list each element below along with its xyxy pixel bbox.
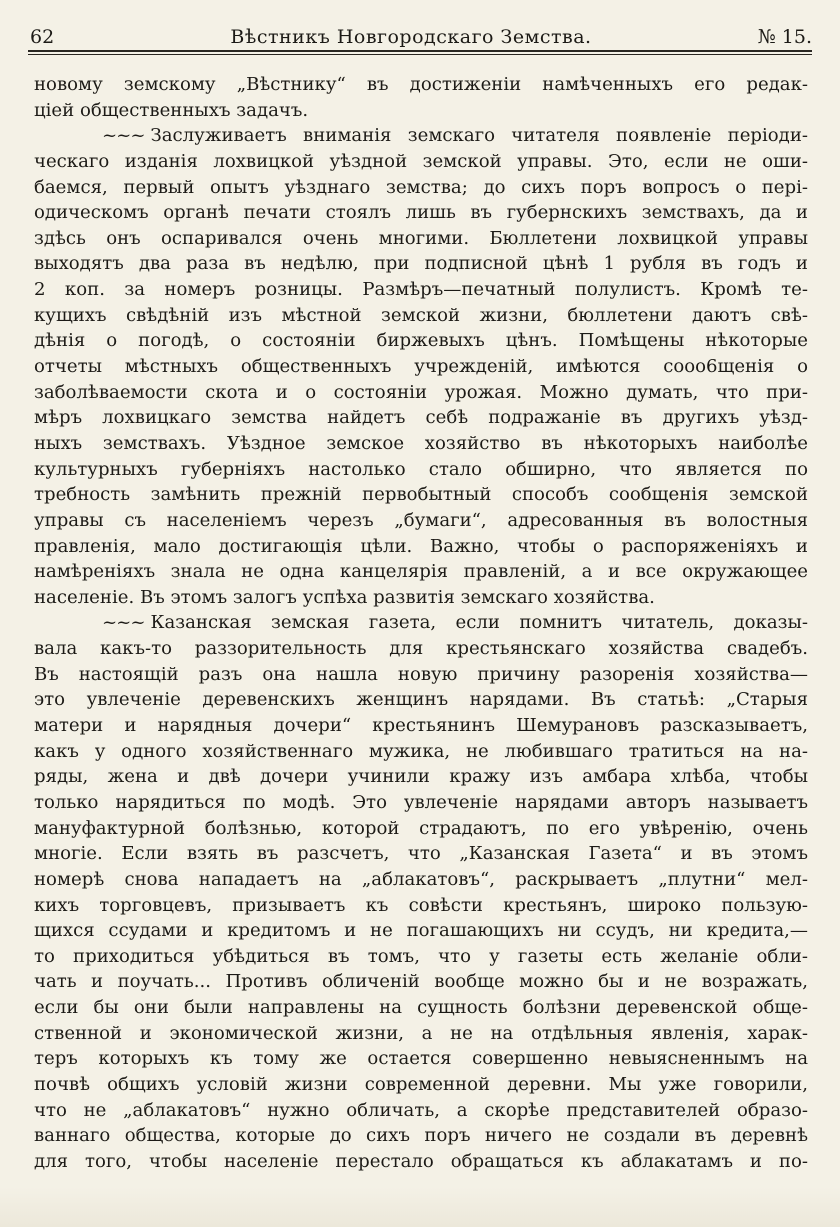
text-line (34, 380, 808, 406)
paragraph-ornament: ~~~ (102, 125, 145, 147)
line-text: Въ настоящій разъ она нашла новую причину разоренія хозяйства— (34, 663, 808, 685)
paragraph-ornament: ~~~ (102, 612, 145, 634)
line-text: правленія, мало достигающія цѣли. Важно, чтобы о распоряженіяхъ и (34, 535, 808, 557)
text-line (34, 764, 808, 790)
line-text: ваннаго общества, которые до сихъ поръ ничего не создали въ деревнѣ (34, 1125, 808, 1147)
line-text: щихся ссудами и кредитомъ и не погашающихъ ни ссудъ, ни кредита,— (34, 920, 808, 942)
line-text: Казанская земская газета, если помнитъ читатель, доказы- (150, 612, 808, 634)
line-text: что не „аблакатовъ“ нужно обличать, а скорѣе представителей образо- (34, 1099, 808, 1121)
text-line (34, 1072, 808, 1098)
line-text: ственной и экономической жизни, а не на отдѣльныя явленія, харак- (34, 1022, 808, 1044)
text-line (34, 739, 808, 765)
text-line (34, 123, 808, 149)
line-text: кущихъ свѣдѣній изъ мѣстной земской жизни, бюллетени даютъ свѣ- (34, 304, 808, 326)
text-line (34, 482, 808, 508)
line-text: требность замѣнить прежній первобытный способъ сообщенія земской (34, 484, 808, 506)
line-text: номерѣ снова нападаетъ на „аблакатовъ“, раскрываетъ „плутни“ мел- (34, 868, 808, 890)
text-line (34, 790, 808, 816)
text-line (34, 816, 808, 842)
text-line (34, 944, 808, 970)
text-line (34, 585, 808, 611)
line-text: новому земскому „Вѣстнику“ въ достиженіи намѣченныхъ его редак- (34, 74, 808, 95)
line-text: заболѣваемости скота и о состояніи урожая. Можно думать, что при- (34, 381, 808, 403)
line-text: дѣнія о погодѣ, о состояніи биржевыхъ цѣнъ. Помѣщены нѣкоторые (34, 330, 808, 352)
text-line (34, 175, 808, 201)
line-text: ціей общественныхъ задачъ. (34, 99, 309, 121)
text-line (34, 534, 808, 560)
line-text: Заслуживаетъ вниманія земскаго читателя появленіе періоди- (150, 125, 808, 147)
line-text: намѣреніяхъ знала не одна канцелярія правленій, а и все окружающее (34, 561, 808, 583)
text-line (34, 610, 808, 636)
text-line (34, 969, 808, 995)
journal-title: Вѣстникъ Новгородскаго Земства. (230, 26, 592, 48)
line-text: здѣсь онъ оспаривался очень многими. Бюллетени лохвицкой управы (34, 227, 808, 249)
text-line (34, 328, 808, 354)
line-text: многіе. Если взять въ разсчетъ, что „Казанская Газета“ и въ этомъ (34, 843, 808, 865)
text-line (34, 251, 808, 277)
line-text: матери и нарядныя дочери“ крестьянинъ Шемурановъ разсказываетъ, (34, 715, 808, 737)
line-text: выходятъ два раза въ недѣлю, при подписной цѣнѣ 1 рубля въ годъ и (34, 253, 808, 275)
header-rule (28, 50, 812, 52)
header-rule-thin (28, 54, 812, 55)
line-text: ческаго изданія лохвицкой уѣздной земской управы. Это, если не оши- (34, 150, 808, 172)
text-line (34, 559, 808, 585)
text-line (34, 713, 808, 739)
line-text: отчеты мѣстныхъ общественныхъ учрежденій, имѣются сооо6щенія о (34, 356, 808, 378)
line-text: ряды, жена и двѣ дочери учинили кражу изъ амбара хлѣба, чтобы (34, 766, 808, 788)
line-text: баемся, первый опытъ уѣзднаго земства; до сихъ поръ вопросъ о пері- (34, 176, 808, 198)
page-header (30, 20, 812, 48)
line-text: населеніе. Въ этомъ залогъ успѣха развитія земскаго хозяйства. (34, 586, 655, 608)
line-text: вала какъ-то раззорительность для крестьянскаго хозяйства свадебъ. (34, 638, 808, 660)
text-line (34, 1149, 808, 1175)
text-line (34, 1046, 808, 1072)
line-text: мѣръ лохвицкаго земства найдетъ себѣ подражаніе въ другихъ уѣзд- (34, 407, 808, 429)
line-text: какъ у одного хозяйственнаго мужика, не любившаго тратиться на на- (34, 740, 808, 762)
line-text: 2 коп. за номеръ розницы. Размѣръ—печатный полулистъ. Кромѣ те- (34, 279, 808, 301)
text-line (34, 995, 808, 1021)
line-text: если бы они были направлены на сущность болѣзни деревенской обще- (34, 997, 808, 1019)
text-line (34, 687, 808, 713)
line-text: чать и поучать... Противъ обличеній вообще можно бы и не возражать, (34, 971, 808, 993)
line-text: кихъ торговцевъ, призываетъ къ совѣсти крестьянъ, широко пользую- (34, 894, 808, 916)
text-line (34, 662, 808, 688)
line-text: то приходиться убѣдиться въ томъ, что у газеты есть желаніе обли- (34, 945, 808, 967)
line-text: мануфактурной болѣзнью, которой страдаютъ, по его увѣренію, очень (34, 817, 808, 839)
text-line (34, 918, 808, 944)
issue-number: № 15. (757, 26, 812, 48)
text-line (34, 1123, 808, 1149)
article-body (34, 72, 808, 1175)
page-edge (0, 1187, 840, 1227)
text-line (34, 226, 808, 252)
text-line (34, 867, 808, 893)
text-line (34, 405, 808, 431)
text-line (34, 508, 808, 534)
line-text: теръ которыхъ къ тому же остается совершенно невыясненнымъ на (34, 1048, 808, 1070)
line-text: ныхъ земствахъ. Уѣздное земское хозяйство въ нѣкоторыхъ наиболѣе (34, 432, 808, 454)
line-text: одическомъ органѣ печати стоялъ лишь въ губернскихъ земствахъ, да и (34, 202, 808, 224)
text-line (34, 72, 808, 98)
text-line (34, 893, 808, 919)
text-line (34, 636, 808, 662)
text-line (34, 277, 808, 303)
text-line (34, 431, 808, 457)
text-line (34, 457, 808, 483)
line-text: культурныхъ губерніяхъ настолько стало обширно, что является по (34, 458, 808, 480)
text-line (34, 303, 808, 329)
page-number: 62 (30, 26, 55, 48)
line-text: только нарядиться по модѣ. Это увлеченіе нарядами авторъ называетъ (34, 791, 808, 813)
text-line (34, 354, 808, 380)
line-text: управы съ населеніемъ черезъ „бумаги“, адресованныя въ волостныя (34, 509, 808, 531)
line-text: для того, чтобы населеніе перестало обращаться къ аблакатамъ и по- (34, 1150, 808, 1172)
line-text: это увлеченіе деревенскихъ женщинъ нарядами. Въ статьѣ: „Старыя (34, 689, 808, 711)
line-text: почвѣ общихъ условій жизни современной деревни. Мы уже говорили, (34, 1073, 808, 1095)
text-line (34, 1098, 808, 1124)
text-line (34, 841, 808, 867)
text-line (34, 200, 808, 226)
text-line (34, 1021, 808, 1047)
text-line (34, 98, 808, 124)
text-line (34, 149, 808, 175)
